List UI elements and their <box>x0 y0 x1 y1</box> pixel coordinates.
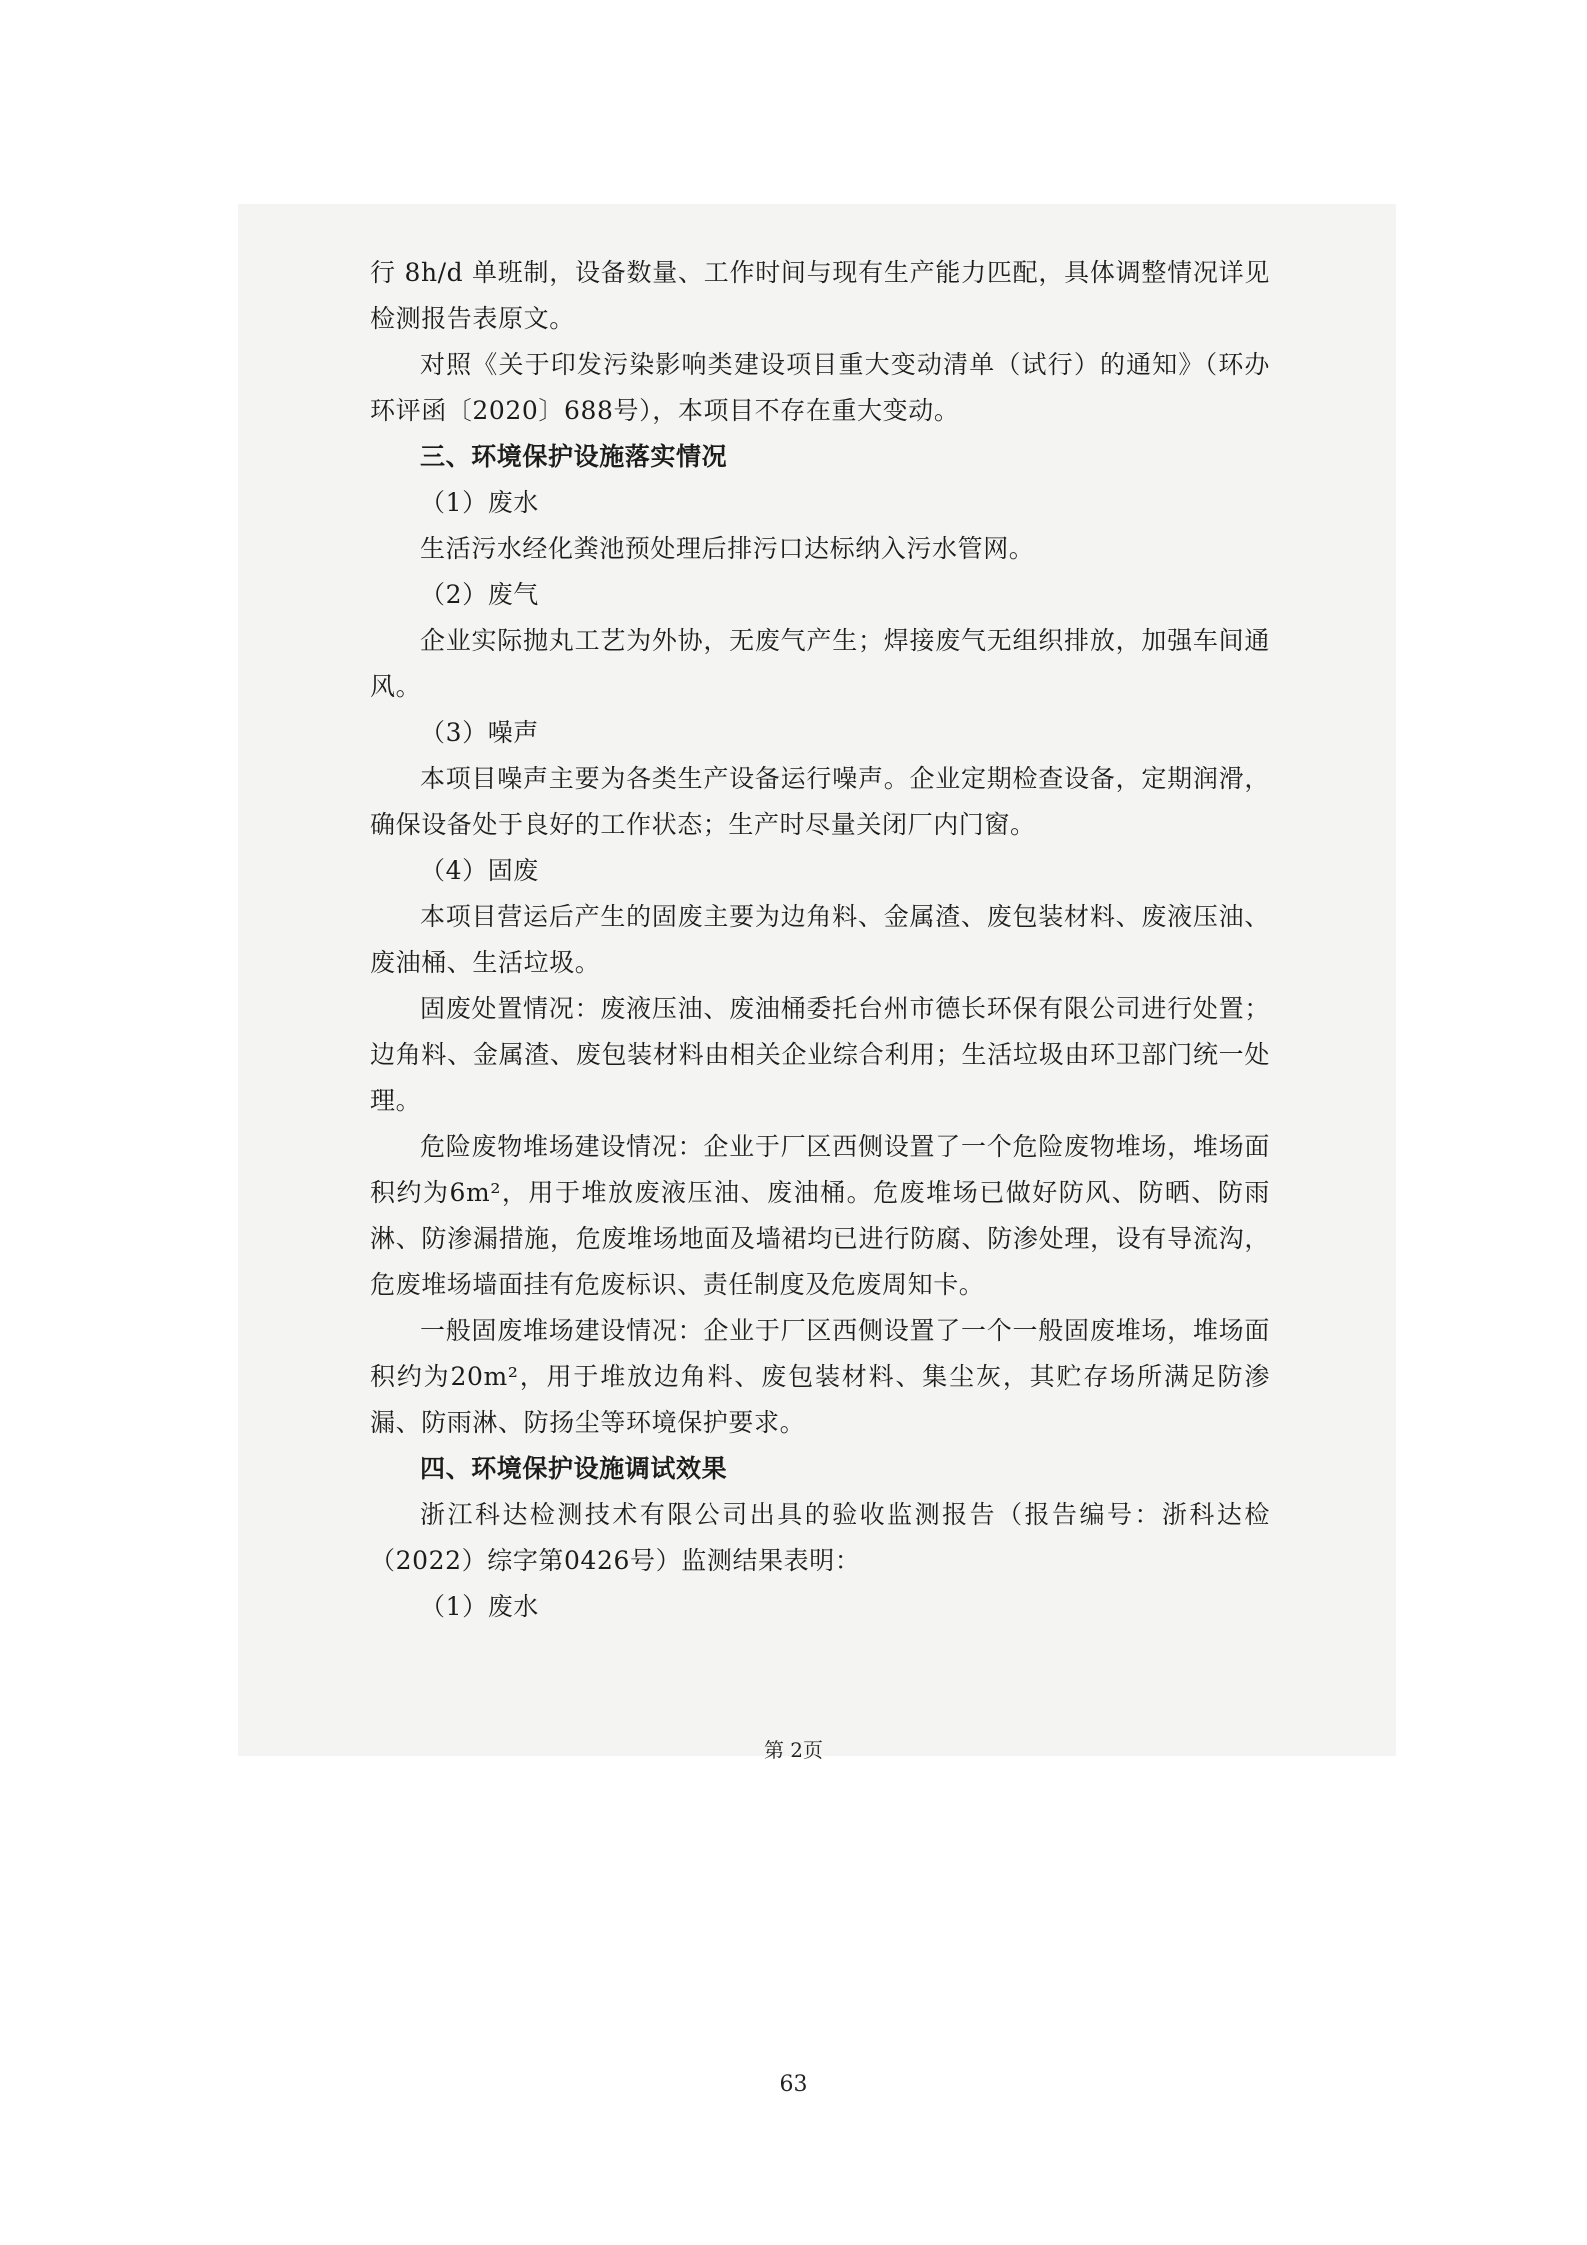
paragraph: 危险废物堆场建设情况：企业于厂区西侧设置了一个危险废物堆场，堆场面积约为6m²，用于堆放废液压油、废油桶。危废堆场已做好防风、防晒、防雨淋、防渗漏措施，危废堆场地面及墙裙均已进行防腐、防渗处理，设有导流沟，危废堆场墙面挂有危废标识、责任制度及危废周知卡。 <box>370 1132 1270 1299</box>
paragraph: 生活污水经化粪池预处理后排污口达标纳入污水管网。 <box>420 534 1035 563</box>
paragraph: 固废处置情况：废液压油、废油桶委托台州市德长环保有限公司进行处置；边角料、金属渣、废包装材料由相关企业综合利用；生活垃圾由环卫部门统一处理。 <box>370 994 1270 1115</box>
section-heading: 四、环境保护设施调试效果 <box>420 1454 728 1483</box>
paragraph: 本项目营运后产生的固废主要为边角料、金属渣、废包装材料、废液压油、废油桶、生活垃圾。 <box>370 902 1270 977</box>
paragraph: 本项目噪声主要为各类生产设备运行噪声。企业定期检查设备，定期润滑，确保设备处于良好的工作状态；生产时尽量关闭厂内门窗。 <box>370 764 1270 839</box>
subsection-heading: （3）噪声 <box>420 718 539 747</box>
subsection-heading: （4）固废 <box>420 856 539 885</box>
inner-page-label: 第 2页 <box>763 1738 824 1762</box>
subsection-heading: （1）废水 <box>420 1592 539 1621</box>
document-body <box>370 250 1270 1630</box>
subsection-heading: （2）废气 <box>420 580 539 609</box>
paragraph: 一般固废堆场建设情况：企业于厂区西侧设置了一个一般固废堆场，堆场面积约为20m²，用于堆放边角料、废包装材料、集尘灰，其贮存场所满足防渗漏、防雨淋、防扬尘等环境保护要求。 <box>370 1316 1270 1437</box>
page-number: 63 <box>779 2072 808 2097</box>
paragraph: 浙江科达检测技术有限公司出具的验收监测报告（报告编号：浙科达检（2022）综字第0426号）监测结果表明： <box>370 1500 1270 1575</box>
section-heading: 三、环境保护设施落实情况 <box>420 442 728 471</box>
paragraph: 企业实际抛丸工艺为外协，无废气产生；焊接废气无组织排放，加强车间通风。 <box>370 626 1270 701</box>
subsection-heading: （1）废水 <box>420 488 539 517</box>
paragraph-continued: 行 8h/d 单班制，设备数量、工作时间与现有生产能力匹配，具体调整情况详见检测报告表原文。 <box>370 258 1270 333</box>
paragraph: 对照《关于印发污染影响类建设项目重大变动清单（试行）的通知》（环办环评函〔2020〕688号），本项目不存在重大变动。 <box>370 350 1270 425</box>
